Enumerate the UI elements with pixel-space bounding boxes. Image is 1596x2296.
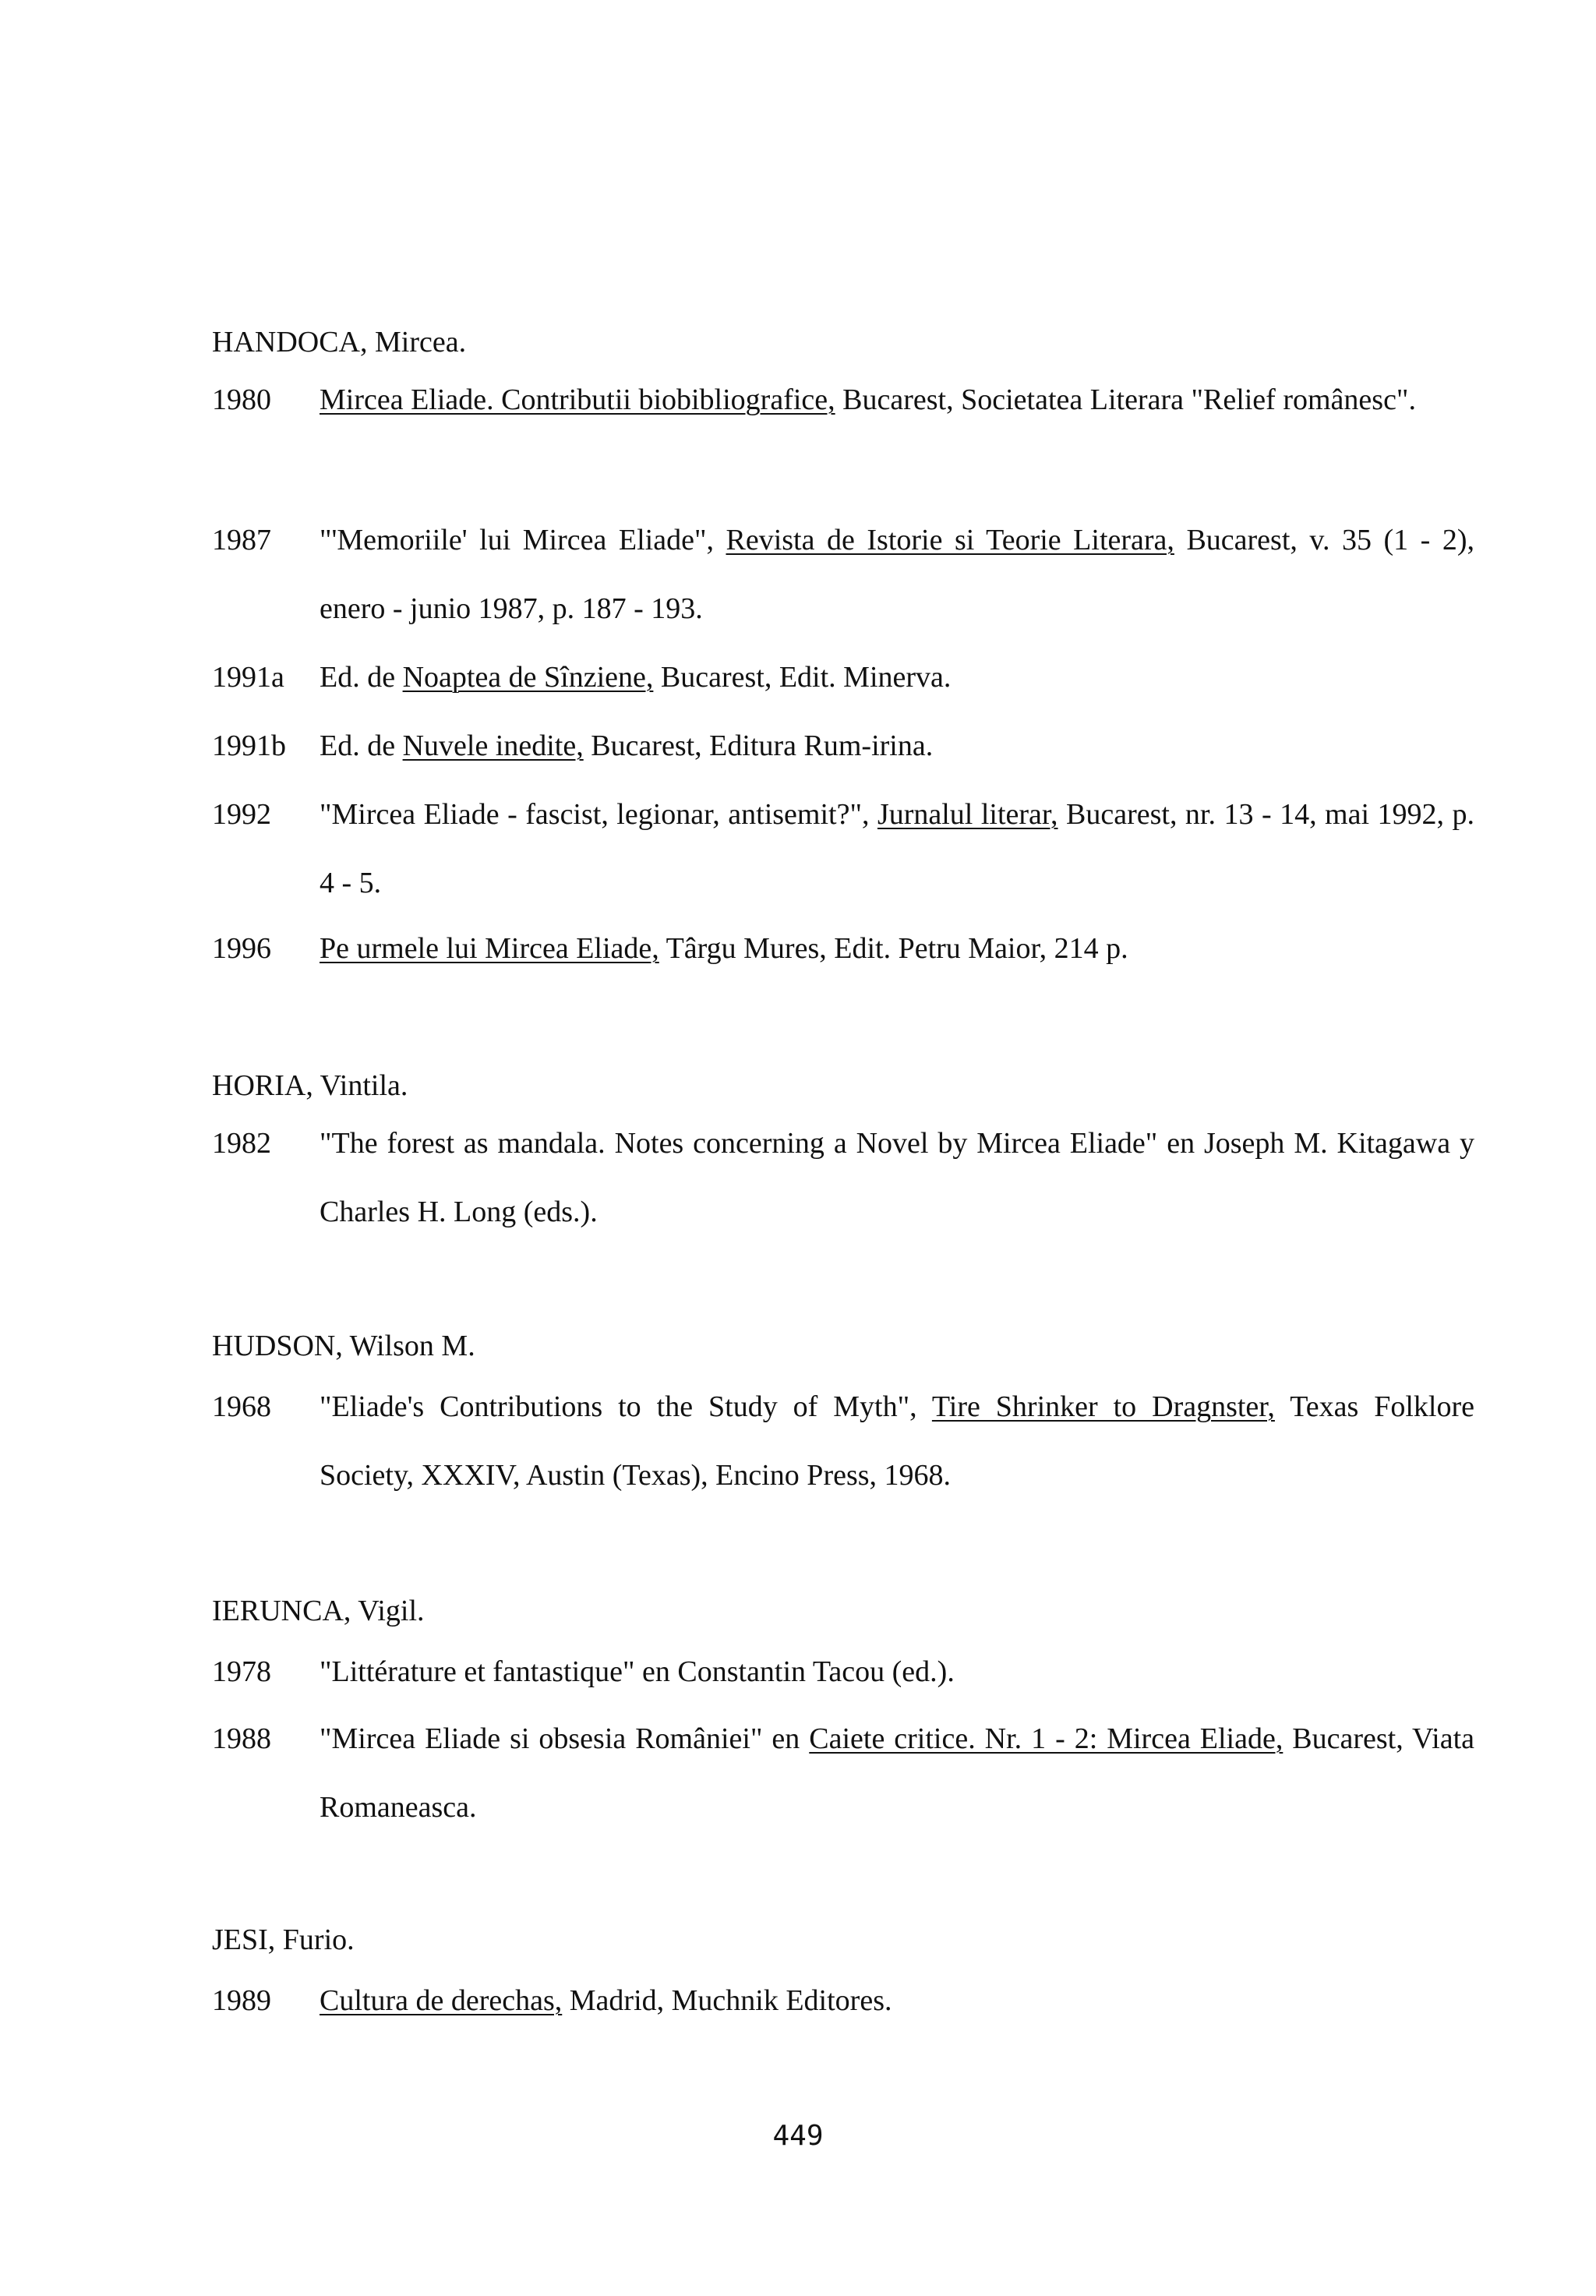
entry-title: Pe urmele lui Mircea Eliade, <box>320 932 659 965</box>
entry-title: Jurnalul literar, <box>877 798 1058 831</box>
entry-post: Bucarest, Societatea Literara "Relief românesc". <box>835 383 1416 416</box>
entry-text <box>320 1966 1474 2035</box>
entry-post: Texas Folklore Society, XXXIV, Austin (Texas), Encino Press, 1968. <box>320 1390 1475 1492</box>
entry-title: Revista de Istorie si Teorie Literara, <box>726 524 1174 556</box>
entry-pre: "The forest as mandala. Notes concerning a Novel by Mircea Eliade" en Joseph M. Kitagawa y Charles H. Long (eds.). <box>320 1127 1474 1228</box>
bibliography-entry <box>212 1127 1474 1246</box>
bibliography-entry <box>212 729 1474 780</box>
entry-pre: Ed. de <box>320 729 403 762</box>
entry-year: 1992 <box>212 798 271 831</box>
entry-text <box>320 1109 1474 1246</box>
bibliography-entry <box>212 383 1474 434</box>
entry-year: 1968 <box>212 1390 271 1423</box>
bibliography-entry <box>212 1722 1474 1842</box>
entry-title: Cultura de derechas, <box>320 1984 563 2017</box>
entry-post: Bucarest, Edit. Minerva. <box>653 661 952 694</box>
author-heading: JESI, Furio. <box>212 1923 355 1956</box>
entry-title: Tire Shrinker to Dragnster, <box>931 1390 1275 1423</box>
entry-year: 1996 <box>212 932 271 965</box>
entry-year: 1980 <box>212 383 271 416</box>
entry-title: Noaptea de Sînziene, <box>402 661 654 694</box>
entry-title: Caiete critice. Nr. 1 - 2: Mircea Eliade, <box>809 1722 1284 1755</box>
entry-pre: "Eliade's Contributions to the Study of Myth", <box>320 1390 932 1423</box>
entry-post: Bucarest, nr. 13 - 14, mai 1992, p. 4 - 5. <box>320 798 1474 899</box>
entry-post: Bucarest, Viata Romaneasca. <box>320 1722 1475 1824</box>
entry-title: Mircea Eliade. Contributii biobibliografice, <box>320 383 835 416</box>
entry-post: Bucarest, Editura Rum-irina. <box>583 729 934 762</box>
entry-text <box>320 780 1474 917</box>
entry-year: 1991a <box>212 661 284 694</box>
author-heading: IERUNCA, Vigil. <box>212 1595 425 1627</box>
entry-post: Bucarest, v. 35 (1 - 2), enero - junio 1987, p. 187 - 193. <box>320 524 1474 625</box>
author-heading: HUDSON, Wilson M. <box>212 1330 475 1362</box>
entry-year: 1991b <box>212 729 286 762</box>
bibliography-entry <box>212 661 1474 712</box>
entry-year: 1982 <box>212 1127 271 1160</box>
entry-year: 1987 <box>212 524 271 556</box>
entry-text <box>320 506 1474 643</box>
entry-pre: "Mircea Eliade si obsesia României" en <box>320 1722 810 1755</box>
bibliography-entry <box>212 524 1474 643</box>
author-heading: HORIA, Vintila. <box>212 1069 408 1102</box>
entry-text <box>320 712 1474 780</box>
bibliography-entry <box>212 798 1474 917</box>
entry-text <box>320 366 1474 434</box>
bibliography-entry <box>212 1984 1474 2035</box>
entry-title: Nuvele inedite, <box>402 729 584 762</box>
bibliography-entry <box>212 1655 1474 1706</box>
entry-year: 1978 <box>212 1655 271 1688</box>
entry-pre: "Littérature et fantastique" en Constantin Tacou (ed.). <box>320 1655 955 1688</box>
bibliography-entry <box>212 932 1474 983</box>
entry-post: Madrid, Muchnik Editores. <box>562 1984 892 2017</box>
entry-text <box>320 914 1474 983</box>
entry-text <box>320 1704 1474 1842</box>
entry-text <box>320 1372 1474 1510</box>
page-number: 449 <box>772 2120 824 2152</box>
entry-pre: "'Memoriile' lui Mircea Eliade", <box>320 524 726 556</box>
entry-year: 1989 <box>212 1984 271 2017</box>
entry-text <box>320 1637 1474 1706</box>
author-heading: HANDOCA, Mircea. <box>212 326 467 359</box>
entry-pre: "Mircea Eliade - fascist, legionar, antisemit?", <box>320 798 877 831</box>
entry-text <box>320 643 1474 712</box>
entry-post: Târgu Mures, Edit. Petru Maior, 214 p. <box>659 932 1128 965</box>
bibliography-entry <box>212 1390 1474 1510</box>
entry-pre: Ed. de <box>320 661 403 694</box>
entry-year: 1988 <box>212 1722 271 1755</box>
